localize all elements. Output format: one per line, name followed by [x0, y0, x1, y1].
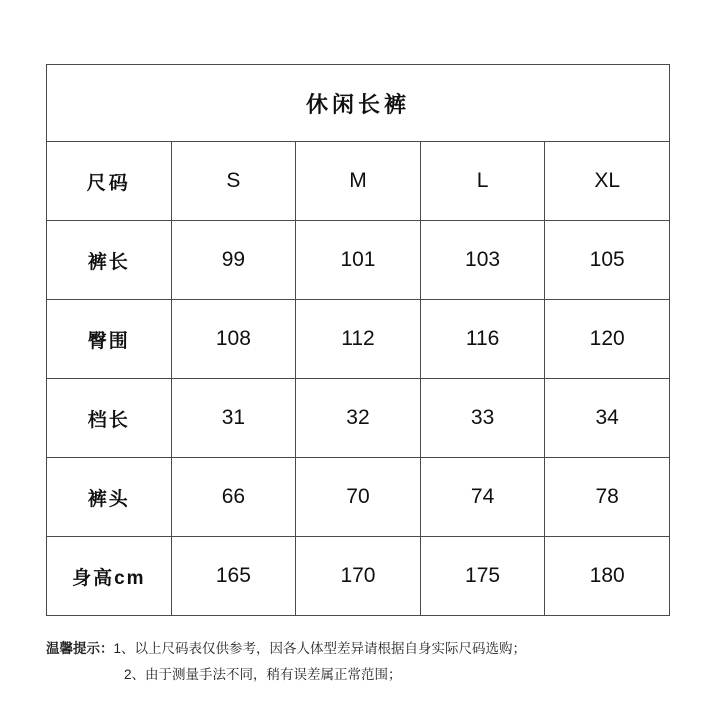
notes-section [46, 636, 686, 689]
table-header-row [47, 142, 670, 221]
cell-crotch-length-xl: 34 [545, 379, 670, 458]
column-header-xl: XL [545, 142, 670, 221]
row-label-height-cm: 身高cm [47, 537, 172, 616]
cell-hip-s: 108 [171, 300, 296, 379]
row-label-crotch-length: 档长 [47, 379, 172, 458]
cell-waistband-s: 66 [171, 458, 296, 537]
size-chart-table-container [46, 64, 670, 616]
page-title: 休闲长裤 [47, 65, 670, 142]
cell-waistband-xl: 78 [545, 458, 670, 537]
row-label-pant-length: 裤长 [47, 221, 172, 300]
cell-height-xl: 180 [545, 537, 670, 616]
table-row [47, 379, 670, 458]
cell-hip-xl: 120 [545, 300, 670, 379]
column-header-m: M [296, 142, 421, 221]
cell-hip-l: 116 [420, 300, 545, 379]
cell-pant-length-m: 101 [296, 221, 421, 300]
cell-pant-length-s: 99 [171, 221, 296, 300]
table-row [47, 300, 670, 379]
size-chart-table [46, 64, 670, 616]
table-row [47, 221, 670, 300]
note-text-2: 2、由于测量手法不同，稍有误差属正常范围； [124, 667, 402, 683]
cell-height-l: 175 [420, 537, 545, 616]
cell-height-s: 165 [171, 537, 296, 616]
note-text-1: 1、以上尺码表仅供参考，因各人体型差异请根据自身实际尺码选购； [113, 641, 527, 656]
cell-height-m: 170 [296, 537, 421, 616]
row-label-waistband: 裤头 [47, 458, 172, 537]
column-header-l: L [420, 142, 545, 221]
row-label-hip: 臀围 [47, 300, 172, 379]
cell-crotch-length-m: 32 [296, 379, 421, 458]
table-title-row [47, 65, 670, 142]
column-header-s: S [171, 142, 296, 221]
table-corner-label: 尺码 [47, 142, 172, 221]
cell-crotch-length-l: 33 [420, 379, 545, 458]
note-line-2 [46, 662, 686, 688]
cell-pant-length-xl: 105 [545, 221, 670, 300]
cell-crotch-length-s: 31 [171, 379, 296, 458]
cell-waistband-m: 70 [296, 458, 421, 537]
table-row [47, 537, 670, 616]
cell-pant-length-l: 103 [420, 221, 545, 300]
notes-lead-label: 温馨提示： [46, 641, 114, 656]
cell-waistband-l: 74 [420, 458, 545, 537]
cell-hip-m: 112 [296, 300, 421, 379]
table-row [47, 458, 670, 537]
note-line-1 [46, 636, 686, 662]
